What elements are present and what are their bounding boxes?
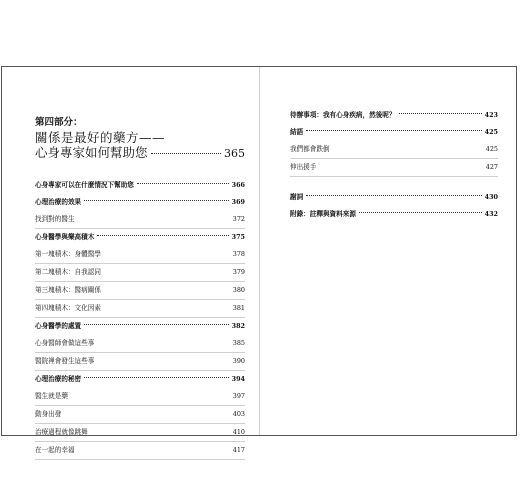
- toc-entry: [35, 194, 245, 211]
- toc-entry-title: 醫院裡會發生這些事: [35, 357, 95, 365]
- toc-entry-title: 心身醫師會做這些事: [35, 339, 95, 347]
- toc-entry: [35, 318, 245, 335]
- toc-list-left: [35, 177, 245, 460]
- toc-entry: [35, 424, 245, 442]
- toc-entry-page: 397: [232, 392, 245, 400]
- section-gap: [290, 177, 498, 189]
- dot-leader: [306, 195, 481, 196]
- toc-entry-title: 謝詞: [290, 193, 304, 201]
- toc-entry-title: 治療過程就像跳舞: [35, 428, 88, 436]
- toc-entry: [35, 388, 245, 406]
- toc-entry-page: 417: [232, 446, 245, 454]
- toc-entry-page: 369: [231, 198, 245, 206]
- toc-entry: [290, 124, 498, 141]
- toc-entry-title: 醫生就是藥: [35, 392, 68, 400]
- part-heading-page: 365: [224, 147, 245, 160]
- right-page: [290, 107, 498, 223]
- toc-entry-title: 動身出發: [35, 410, 62, 418]
- dot-leader: [137, 183, 229, 184]
- toc-entry-page: 403: [232, 410, 245, 418]
- toc-entry-page: 390: [232, 357, 245, 365]
- toc-entry: [35, 246, 245, 264]
- toc-entry: [290, 189, 498, 206]
- toc-entry-page: 379: [232, 268, 245, 276]
- toc-entry: [35, 264, 245, 282]
- toc-entry-page: 382: [231, 322, 245, 330]
- dot-leader: [399, 113, 482, 114]
- toc-entry: [35, 353, 245, 371]
- toc-entry-title: 找到對的醫生: [35, 215, 75, 223]
- dot-leader: [359, 212, 482, 213]
- book-spine: [259, 67, 260, 435]
- toc-entry: [35, 442, 245, 460]
- toc-entry-title: 心理治療的效果: [35, 198, 82, 206]
- toc-entry-page: 366: [231, 181, 245, 189]
- dot-leader: [84, 324, 229, 325]
- toc-entry-page: 427: [485, 163, 498, 171]
- toc-entry-page: 432: [484, 210, 498, 218]
- book-spread: [1, 66, 517, 454]
- toc-entry: [35, 371, 245, 388]
- part-heading: [35, 145, 245, 161]
- toc-entry-title: 伸出援手: [290, 163, 317, 171]
- toc-entry: [290, 206, 498, 223]
- toc-list-right-top: [290, 107, 498, 177]
- toc-entry-title: 心身醫學的處置: [35, 322, 82, 330]
- toc-entry-title: 心身專家可以在什麼情況下幫助您: [35, 181, 134, 189]
- toc-entry-page: 394: [231, 375, 245, 383]
- toc-entry-title: 附錄：註釋與資料來源: [290, 210, 356, 218]
- left-page: [35, 117, 245, 460]
- toc-entry: [35, 335, 245, 353]
- dot-leader: [97, 235, 228, 236]
- toc-entry-title: 第四塊積木：文化因素: [35, 304, 101, 312]
- toc-entry: [35, 229, 245, 246]
- toc-entry-page: 425: [484, 128, 498, 136]
- toc-entry-page: 410: [232, 428, 245, 436]
- toc-entry: [35, 282, 245, 300]
- toc-entry: [35, 406, 245, 424]
- toc-entry-title: 在一起的幸福: [35, 446, 75, 454]
- toc-entry-title: 心理治療的秘密: [35, 375, 82, 383]
- toc-entry: [35, 300, 245, 318]
- dot-leader: [306, 130, 481, 131]
- dot-leader: [84, 377, 229, 378]
- toc-entry-title: 我們都會跌倒: [290, 145, 330, 153]
- toc-entry-page: 423: [484, 111, 498, 119]
- part-label: 第四部分：: [35, 117, 83, 128]
- toc-entry-page: 375: [231, 233, 245, 241]
- toc-entry-title: 第三塊積木：醫病關係: [35, 286, 101, 294]
- toc-entry-title: 待辦事項：我有心身疾病，然後呢？: [290, 111, 396, 119]
- toc-entry-title: 第二塊積木：自我認同: [35, 268, 101, 276]
- toc-entry-title: 結語: [290, 128, 304, 136]
- dot-leader: [84, 200, 229, 201]
- toc-entry-page: 385: [232, 339, 245, 347]
- part-subtitle: 關係是最好的藥方——: [35, 130, 166, 145]
- toc-entry-page: 380: [232, 286, 245, 294]
- toc-entry-title: 心身醫學與樂高積木: [35, 233, 95, 241]
- toc-entry-page: 372: [232, 215, 245, 223]
- toc-entry-page: 378: [232, 250, 245, 258]
- toc-entry-page: 430: [484, 193, 498, 201]
- toc-entry-title: 第一塊積木：身體醫學: [35, 250, 101, 258]
- toc-entry: [290, 141, 498, 159]
- toc-entry: [290, 159, 498, 177]
- part-heading-title: 心身專家如何幫助您: [35, 145, 148, 160]
- toc-entry: [290, 107, 498, 124]
- toc-entry: [35, 211, 245, 229]
- toc-entry-page: 381: [232, 304, 245, 312]
- dot-leader: [151, 153, 221, 154]
- toc-entry-page: 425: [485, 145, 498, 153]
- toc-list-right-bottom: [290, 189, 498, 223]
- toc-entry: [35, 177, 245, 194]
